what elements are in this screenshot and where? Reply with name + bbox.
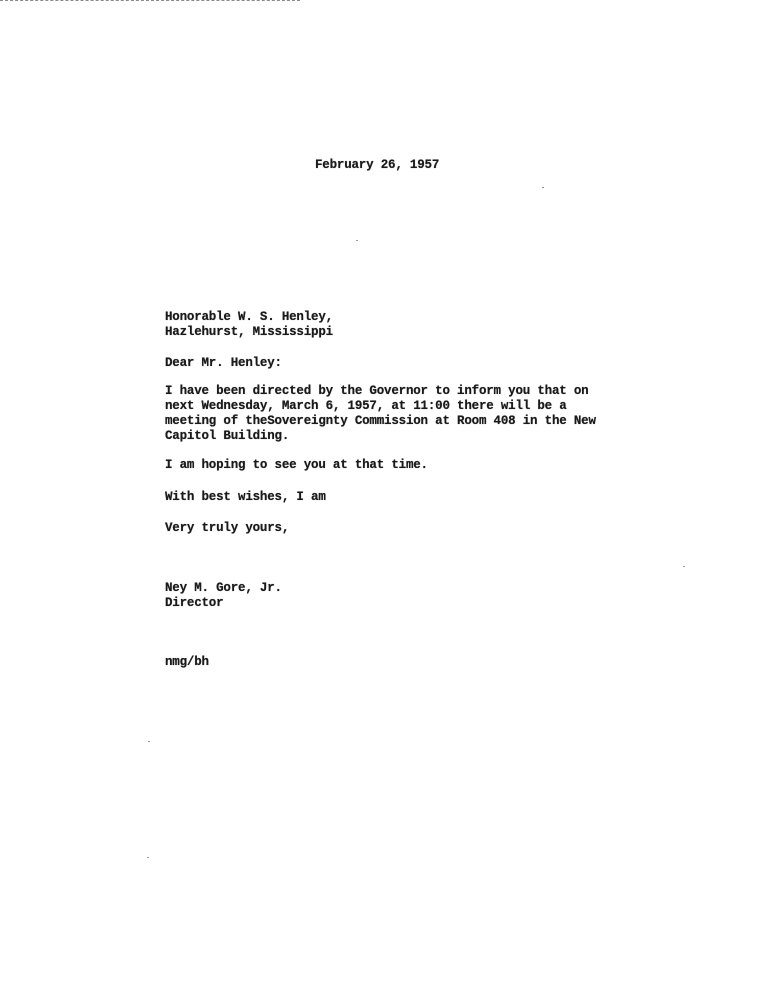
signer-name: Ney M. Gore, Jr.: [165, 581, 282, 595]
reference-initials: nmg/bh: [165, 655, 209, 669]
closing-line: With best wishes, I am: [165, 490, 326, 504]
recipient-location-line: Hazlehurst, Mississippi: [165, 325, 333, 339]
scan-speck: [356, 240, 358, 241]
body-paragraph-2: I am hoping to see you at that time.: [165, 458, 428, 472]
body-line: meeting of theSovereignty Commission at Room 408 in the New: [165, 414, 596, 428]
scan-speck: [542, 187, 544, 188]
scan-speck: [148, 741, 150, 742]
scan-speck: [683, 566, 685, 567]
body-line: next Wednesday, March 6, 1957, at 11:00 there will be a: [165, 399, 567, 413]
page-top-edge-rule: [0, 0, 300, 1]
body-line: I have been directed by the Governor to inform you that on: [165, 384, 589, 398]
signer-title: Director: [165, 596, 224, 610]
signature-block: [165, 581, 282, 611]
scan-speck: [147, 857, 149, 858]
body-line: Capitol Building.: [165, 429, 290, 443]
body-paragraph-1: [165, 384, 596, 444]
recipient-name-line: Honorable W. S. Henley,: [165, 310, 333, 324]
letter-date: February 26, 1957: [315, 158, 440, 172]
salutation: Dear Mr. Henley:: [165, 356, 282, 370]
recipient-address: [165, 310, 333, 340]
complimentary-close: Very truly yours,: [165, 521, 290, 535]
